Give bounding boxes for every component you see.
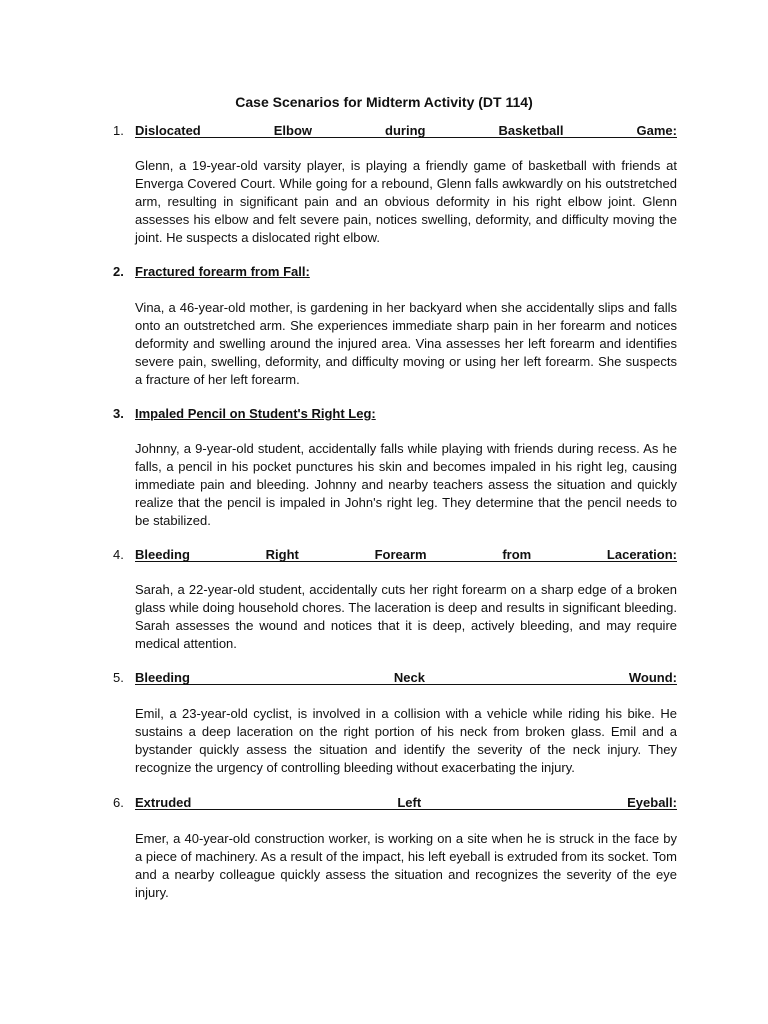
case-heading-text	[135, 547, 677, 562]
case-heading-text	[135, 670, 677, 685]
heading-word: Wound:	[628, 670, 677, 685]
case-heading-text: Impaled Pencil on Student's Right Leg:	[135, 406, 376, 421]
case-6-description: Emer, a 40-year-old construction worker, is working on a site when he is struck in the face by a piece of machinery. As a result of the impact, his left eyeball is extruded from its socket. Tom and a nearby colleague quickly assess the situation and recognizes the severity of the eye injury.	[135, 831, 677, 900]
case-number: 3.	[113, 406, 124, 421]
heading-word: Left	[397, 795, 422, 810]
heading-word: Neck	[393, 670, 425, 685]
heading-word: Bleeding	[135, 670, 190, 685]
heading-word: Forearm	[374, 547, 427, 562]
heading-word: Right	[265, 547, 299, 562]
case-number: 1.	[113, 123, 124, 138]
case-number: 2.	[113, 264, 124, 279]
heading-word: during	[385, 123, 426, 138]
case-number: 5.	[113, 670, 124, 685]
case-1-description: Glenn, a 19-year-old varsity player, is playing a friendly game of basketball with friends at Enverga Covered Court. While going for a rebound, Glenn falls awkwardly on his outstretched arm, resulting in significant pain and an obvious deformity in his right elbow joint. Glenn assesses his elbow and felt severe pain, notices swelling, deformity, and difficulty moving the joint. He suspects a dislocated right elbow.	[135, 158, 677, 245]
case-5-description: Emil, a 23-year-old cyclist, is involved in a collision with a vehicle while riding his bike. He sustains a deep laceration on the right portion of his neck from broken glass. Emil and a bystander quickly assess the situation and identify the severity of the neck injury. They recognize the urgency of controlling bleeding without exacerbating the injury.	[135, 706, 677, 775]
heading-word: Elbow	[273, 123, 313, 138]
case-4-description: Sarah, a 22-year-old student, accidentally cuts her right forearm on a sharp edge of a broken glass while doing household chores. The laceration is deep and results in significant bleeding. Sarah assesses the wound and notices that it is deep, actively bleeding, and may require medical attention.	[135, 582, 677, 651]
case-number: 6.	[113, 795, 124, 810]
heading-word: Game:	[636, 123, 677, 138]
heading-word: Dislocated	[135, 123, 201, 138]
case-2-description: Vina, a 46-year-old mother, is gardening in her backyard when she accidentally slips and falls onto an outstretched arm. She experiences immediate sharp pain in her forearm and notices deformity and swelling around the injured area. Vina assesses her left forearm and identifies severe pain, swelling, deformity, and difficulty moving or using her left forearm. She suspects a fracture of her left forearm.	[135, 300, 677, 387]
page-title: Case Scenarios for Midterm Activity (DT 114)	[235, 94, 533, 110]
case-3-description: Johnny, a 9-year-old student, accidentally falls while playing with friends during recess. As he falls, a pencil in his pocket punctures his skin and becomes impaled in his right leg, causing immediate pain and bleeding. Johnny and nearby teachers assess the situation and quickly realize that the pencil is impaled in John's right leg. They determine that the pencil needs to be stabilized.	[135, 441, 677, 528]
heading-word: Extruded	[135, 795, 192, 810]
heading-word: Basketball	[498, 123, 564, 138]
case-number: 4.	[113, 547, 124, 562]
heading-word: Bleeding	[135, 547, 190, 562]
case-heading-text	[135, 123, 677, 138]
case-heading-text	[135, 795, 677, 810]
heading-word: from	[502, 547, 532, 562]
heading-word: Eyeball:	[627, 795, 677, 810]
heading-word: Laceration:	[606, 547, 677, 562]
case-heading-text: Fractured forearm from Fall:	[135, 264, 310, 279]
